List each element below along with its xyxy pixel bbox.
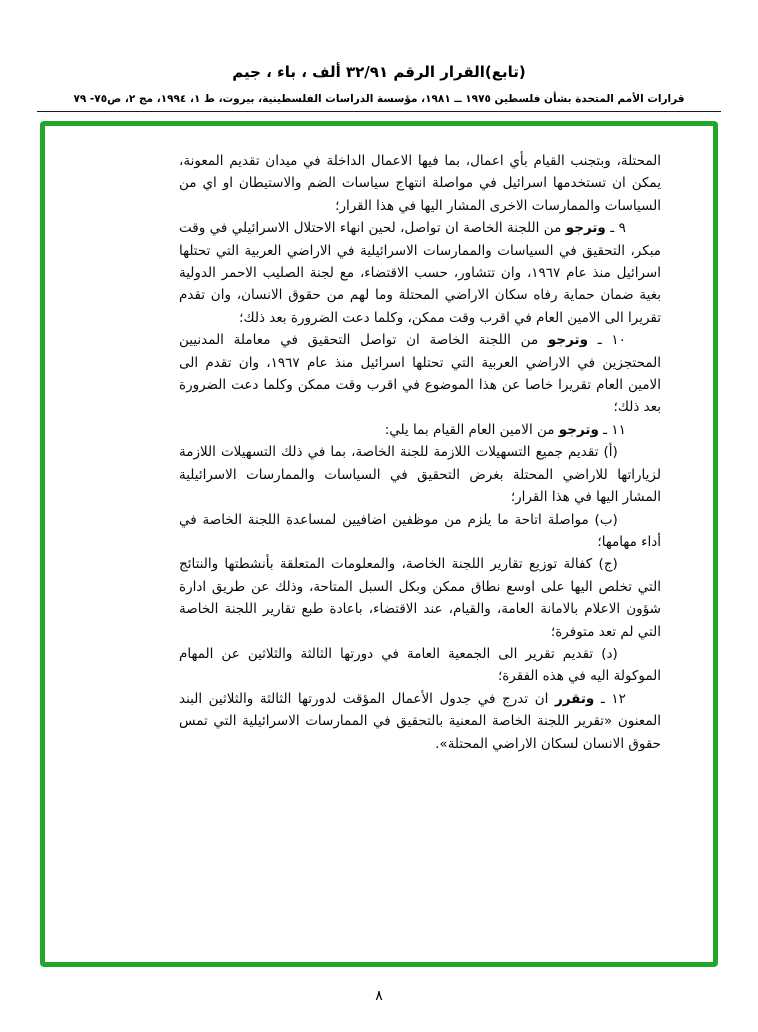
paragraph-text: كفالة توزيع تقارير اللجنة الخاصة، والمعلومات المتعلقة بأنشطتها والنتائج التي تخلص اليها على اوسع نطاق ممكن وبكل السبل المتاحة، وذلك عن طريق ادارة شؤون الاعلام بالامانة العامة، والقيام، عند الاقتضاء، باعادة طبع تقارير اللجنة الخاصة التي لم تعد متوفرة؛: [179, 556, 661, 640]
paragraph-number: (د): [593, 645, 618, 662]
paragraph-text: تقديم تقرير الى الجمعية العامة في دورتها الثالثة والثلاثين عن المهام الموكولة اليه في هذه الفقرة؛: [179, 645, 661, 685]
paragraph-text: من اللجنة الخاصة ان تواصل، لحين انهاء الاحتلال الاسرائيلي في وقت مبكر، التحقيق في السياسات والممارسات الاسرائيلية في الاراضي العربية التي تحتلها اسرائيل منذ عام ١٩٦٧، وان تتشاور، حسب الاقتضاء، مع لجنة الصليب الاحمر الدولية بغية ضمان حماية رفاه سكان الاراضي المحتلة وما لهم من حقوق الانسان، وان تقدم تقريرا الى الامين العام في اقرب وقت ممكن، وكلما دعت الضرورة بعد ذلك؛: [179, 220, 661, 326]
page-title: (تابع)القرار الرقم ٣٢/٩١ ألف ، باء ، جيم: [232, 63, 526, 81]
paragraph-number: (ج): [592, 556, 618, 573]
body-paragraph: [179, 688, 661, 755]
header-divider: [37, 111, 721, 112]
paragraph-bold-lead: وتقرر: [554, 690, 595, 707]
document-body: [179, 150, 661, 755]
paragraph-text: ان تدرج في جدول الأعمال المؤقت لدورتها الثالثة والثلاثين البند المعنون «تقرير اللجنة الخاصة المعنية بالتحقيق في الممارسات الاسرائيلية التي تمس حقوق الانسان لسكان الاراضي المحتلة».: [179, 690, 661, 752]
paragraph-text: من الامين العام القيام بما يلي:: [384, 421, 559, 438]
paragraph-bold-lead: وترجو: [547, 332, 588, 349]
body-paragraph: [179, 509, 661, 554]
body-paragraph: [179, 329, 661, 419]
body-paragraph: [179, 150, 661, 217]
paragraph-number: ٩ ـ: [605, 220, 626, 237]
paragraph-text: من اللجنة الخاصة ان تواصل التحقيق في معاملة المدنيين المحتجزين في الاراضي العربية التي تحتلها اسرائيل منذ عام ١٩٦٧، وان تقدم الى الامين العام تقريرا خاصا عن هذا الموضوع في اقرب وقت ممكن وكلما دعت الضرورة بعد ذلك؛: [179, 332, 662, 416]
paragraph-number: (ب): [588, 511, 618, 528]
citation-line: قرارات الأمم المتحدة بشأن فلسطين ١٩٧٥ ــ ١٩٨١، مؤسسة الدراسات الفلسطينية، بيروت، ط ١، ١٩٩٤، مج ٢، ص٧٥- ٧٩: [73, 93, 685, 105]
page-number: ٨: [375, 988, 383, 1004]
paragraph-text: المحتلة، وبتجنب القيام بأي اعمال، بما فيها الاعمال الداخلة في ميدان تقديم المعونة، يمكن ان تستخدمها اسرائيل في مواصلة انتهاج سياسات الضم والاستيطان او اي من السياسات والممارسات الاخرى المشار اليها في هذا القرار؛: [179, 153, 661, 214]
paragraph-number: ١٠ ـ: [587, 332, 626, 349]
body-paragraph: [179, 643, 661, 688]
body-paragraph: [179, 217, 661, 329]
paragraph-bold-lead: وترجو: [565, 220, 606, 237]
paragraph-number: ١١ ـ: [598, 421, 626, 438]
paragraph-number: (أ): [598, 444, 618, 461]
paragraph-number: ١٢ ـ: [594, 690, 626, 707]
green-border-frame: [40, 121, 718, 967]
body-paragraph: [179, 553, 661, 643]
paragraph-bold-lead: وترجو: [558, 421, 599, 438]
paragraph-text: مواصلة اتاحة ما يلزم من موظفين اضافيين لمساعدة اللجنة الخاصة في أداء مهامها؛: [179, 511, 661, 550]
body-paragraph: [179, 419, 661, 441]
paragraph-text: تقديم جميع التسهيلات اللازمة للجنة الخاصة، بما في ذلك التسهيلات اللازمة لزياراتها للاراضي المحتلة بغرض التحقيق في السياسات والممارسات الاسرائيلية المشار اليها في هذا القرار؛: [179, 444, 661, 506]
body-paragraph: [179, 441, 661, 508]
